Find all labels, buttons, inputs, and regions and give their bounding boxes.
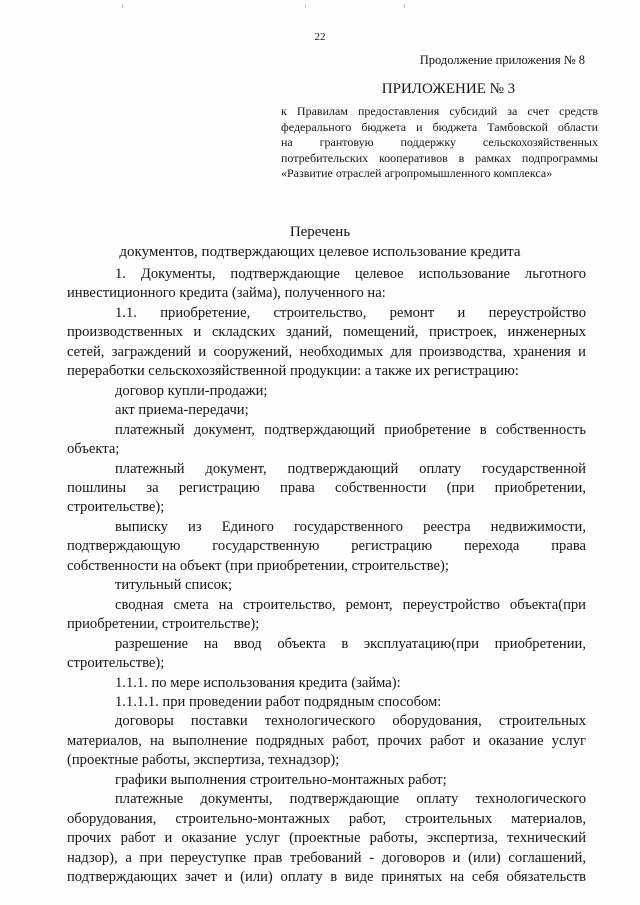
- appendix-line: потребительских кооперативов в рамках подпрограммы: [281, 150, 598, 165]
- appendix-line: на грантовую поддержку сельскохозяйственных: [281, 135, 598, 149]
- paragraph-line: подтверждающую государственную регистрацию перехода права: [67, 538, 586, 555]
- paragraph-line: договор купли-продажи;: [115, 382, 268, 399]
- paragraph-line: платежный документ, подтверждающий приобретение в собственность: [115, 421, 586, 438]
- paragraph-line: материалов, на выполнение подрядных работ, прочих работ и оказание услуг: [67, 732, 586, 749]
- paragraph-line: 1.1.1. по мере использования кредита (займа):: [115, 674, 401, 691]
- paragraph-line: строительстве);: [67, 499, 165, 516]
- document-title-line: Перечень: [289, 224, 351, 240]
- appendix-line: федерального бюджета и бюджета Тамбовской области: [281, 119, 598, 134]
- scan-mark: [122, 4, 123, 8]
- scan-mark: [404, 4, 405, 8]
- appendix-line: «Развитие отраслей агропромышленного комплекса»: [281, 166, 553, 180]
- paragraph-line: подтверждающих зачет и (или) оплату в виде принятых на себя обязательств: [67, 869, 586, 886]
- paragraph-line: разрешение на ввод объекта в эксплуатацию(при приобретении,: [115, 635, 586, 652]
- appendix-title: ПРИЛОЖЕНИЕ № 3: [381, 81, 516, 97]
- paragraph-line: производственных и складских зданий, помещений, пристроек, инженерных: [67, 324, 586, 341]
- paragraph-line: 1.1.1.1. при проведении работ подрядным способом:: [115, 693, 442, 710]
- paragraph-line: 1. Документы, подтверждающие целевое использование льготного: [115, 266, 586, 282]
- continuation-note: Продолжение приложения № 8: [419, 53, 585, 67]
- document-title: [0, 222, 640, 262]
- scan-mark: [305, 4, 306, 8]
- paragraph-line: пошлины за регистрацию права собственности (при приобретении,: [67, 479, 586, 496]
- paragraph-line: надзор), а при переуступке прав требований - договоров и (или) соглашений,: [67, 849, 586, 866]
- appendix-description: [281, 104, 598, 182]
- paragraph-line: переработки сельскохозяйственной продукции: а также их регистрацию:: [67, 363, 519, 380]
- paragraph-line: (проектные работы, экспертиза, технадзор);: [67, 752, 340, 769]
- page-number: 22: [314, 31, 326, 43]
- paragraph-line: собственности на объект (при приобретении, строительстве);: [67, 557, 449, 574]
- paragraph-line: платежный документ, подтверждающий оплату государственной: [115, 460, 586, 477]
- paragraph-line: выписку из Единого государственного реестра недвижимости,: [115, 518, 586, 535]
- paragraph-line: инвестиционного кредита (займа), полученного на:: [67, 285, 386, 302]
- paragraph-line: титульный список;: [115, 577, 233, 594]
- appendix-header: [281, 81, 598, 182]
- paragraph-line: сетей, заграждений и сооружений, необходимых для производства, хранения и: [67, 343, 586, 360]
- appendix-line: к Правилам предоставления субсидий за счет средств: [281, 104, 598, 118]
- document-title-line: документов, подтверждающих целевое использование кредита: [119, 244, 521, 260]
- paragraph-line: акт приема-передачи;: [115, 402, 249, 419]
- paragraph-line: сводная смета на строительство, ремонт, переустройство объекта(при: [115, 596, 586, 613]
- paragraph-line: прочих работ и оказание услуг (проектные работы, экспертиза, технический: [67, 830, 586, 847]
- paragraph-line: платежные документы, подтверждающие оплату технологического: [115, 791, 586, 808]
- paragraph-line: строительстве);: [67, 655, 165, 672]
- paragraph-line: договоры поставки технологического оборудования, строительных: [115, 713, 586, 730]
- paragraph-line: графики выполнения строительно-монтажных работ;: [115, 771, 447, 788]
- paragraph-line: приобретении, строительстве);: [67, 616, 260, 633]
- paragraph-line: оборудования, строительно-монтажных работ, строительных материалов,: [67, 810, 586, 827]
- document-body: [67, 265, 586, 888]
- paragraph-line: 1.1. приобретение, строительство, ремонт и переустройство: [115, 304, 586, 321]
- paragraph-line: объекта;: [67, 441, 120, 458]
